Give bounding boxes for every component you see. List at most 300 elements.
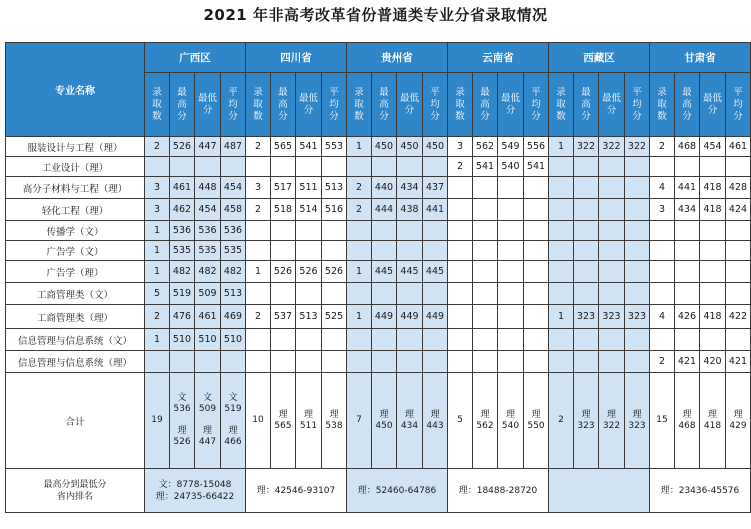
score-cell [524, 261, 549, 283]
score-cell [372, 157, 397, 177]
score-cell [574, 221, 599, 241]
score-cell [675, 329, 700, 351]
score-cell [448, 177, 473, 199]
score-cell [650, 329, 675, 351]
score-cell: 513 [322, 177, 347, 199]
score-cell [625, 351, 650, 373]
score-cell [296, 329, 322, 351]
total-cell: 理 443 [423, 373, 448, 469]
major-name-cell: 工业设计（理） [6, 157, 145, 177]
province-header: 贵州省 [347, 43, 448, 73]
major-name-cell: 信息管理与信息系统（理） [6, 351, 145, 373]
score-cell [347, 241, 372, 261]
score-cell [296, 283, 322, 305]
score-cell [397, 241, 423, 261]
score-cell [524, 241, 549, 261]
score-cell [549, 157, 574, 177]
score-cell [397, 329, 423, 351]
sub-header-cell: 平均分 [524, 73, 549, 137]
total-cell: 2 [549, 373, 574, 469]
score-cell [549, 351, 574, 373]
score-cell: 2 [347, 199, 372, 221]
score-cell: 535 [195, 241, 221, 261]
score-cell: 421 [726, 351, 751, 373]
score-cell: 323 [625, 305, 650, 329]
score-cell: 449 [397, 305, 423, 329]
total-cell: 理 450 [372, 373, 397, 469]
score-cell [448, 305, 473, 329]
score-cell: 4 [650, 177, 675, 199]
score-cell [448, 283, 473, 305]
page-title: 2021 年非高考改革省份普通类专业分省录取情况 [203, 6, 548, 24]
score-cell: 536 [170, 221, 195, 241]
province-header: 甘肃省 [650, 43, 751, 73]
score-cell [599, 221, 625, 241]
score-cell: 447 [195, 137, 221, 157]
score-cell: 449 [423, 305, 448, 329]
sub-header-cell: 最低分 [397, 73, 423, 137]
total-cell: 10 [246, 373, 271, 469]
major-name-cell: 广告学（文） [6, 241, 145, 261]
major-name-cell: 工商管理类（文） [6, 283, 145, 305]
score-cell: 462 [170, 199, 195, 221]
score-cell: 541 [296, 137, 322, 157]
total-cell: 5 [448, 373, 473, 469]
sub-header-cell: 最高分 [372, 73, 397, 137]
score-cell: 418 [700, 199, 726, 221]
score-cell [296, 221, 322, 241]
score-cell [271, 241, 296, 261]
score-cell [347, 157, 372, 177]
score-cell: 536 [221, 221, 246, 241]
score-cell: 422 [726, 305, 751, 329]
score-cell: 526 [170, 137, 195, 157]
score-cell: 513 [296, 305, 322, 329]
score-cell: 445 [423, 261, 448, 283]
score-cell [246, 283, 271, 305]
score-cell [322, 221, 347, 241]
sub-header-cell: 最高分 [473, 73, 498, 137]
score-cell: 468 [675, 137, 700, 157]
score-cell [625, 329, 650, 351]
score-cell: 513 [221, 283, 246, 305]
score-cell: 461 [170, 177, 195, 199]
score-cell [574, 329, 599, 351]
table-row [6, 329, 751, 351]
score-cell [271, 329, 296, 351]
sub-header-cell: 最高分 [271, 73, 296, 137]
ranking-cell: 理：52460-64786 [347, 469, 448, 513]
score-cell: 2 [448, 157, 473, 177]
score-cell [423, 283, 448, 305]
score-cell [397, 157, 423, 177]
table-row [6, 283, 751, 305]
score-cell: 450 [397, 137, 423, 157]
score-cell [650, 241, 675, 261]
total-cell: 7 [347, 373, 372, 469]
score-cell: 2 [246, 305, 271, 329]
score-cell [246, 157, 271, 177]
score-cell [549, 199, 574, 221]
score-cell [473, 261, 498, 283]
score-cell [599, 177, 625, 199]
score-cell [221, 157, 246, 177]
sub-header-cell: 最高分 [574, 73, 599, 137]
province-header: 四川省 [246, 43, 347, 73]
score-cell: 562 [473, 137, 498, 157]
total-cell: 理 550 [524, 373, 549, 469]
score-cell [524, 199, 549, 221]
sub-header-cell: 平均分 [625, 73, 650, 137]
score-cell: 1 [549, 137, 574, 157]
score-cell [675, 221, 700, 241]
score-cell [170, 351, 195, 373]
score-cell [498, 199, 524, 221]
sub-header-cell: 最低分 [195, 73, 221, 137]
score-cell: 2 [145, 137, 170, 157]
score-cell [726, 221, 751, 241]
score-cell [372, 283, 397, 305]
score-cell [322, 329, 347, 351]
ranking-cell: 理：23436-45576 [650, 469, 751, 513]
score-cell: 556 [524, 137, 549, 157]
total-cell: 理 418 [700, 373, 726, 469]
ranking-cell: 理：18488-28720 [448, 469, 549, 513]
score-cell: 482 [170, 261, 195, 283]
score-cell [599, 261, 625, 283]
table-row [6, 305, 751, 329]
score-cell [423, 157, 448, 177]
major-name-cell: 服装设计与工程（理） [6, 137, 145, 157]
score-cell [675, 261, 700, 283]
table-row [6, 137, 751, 157]
table-row [6, 261, 751, 283]
score-cell [296, 351, 322, 373]
score-cell [347, 351, 372, 373]
score-cell: 565 [271, 137, 296, 157]
score-cell [700, 261, 726, 283]
score-cell [246, 221, 271, 241]
score-cell [473, 221, 498, 241]
major-name-cell: 广告学（理） [6, 261, 145, 283]
table-row [6, 221, 751, 241]
table-row [6, 351, 751, 373]
score-cell: 418 [700, 177, 726, 199]
score-cell [700, 157, 726, 177]
score-cell [397, 351, 423, 373]
score-cell: 526 [296, 261, 322, 283]
total-cell: 文 519 理 466 [221, 373, 246, 469]
score-cell [347, 329, 372, 351]
score-cell [625, 157, 650, 177]
ranking-cell [549, 469, 650, 513]
score-cell [246, 241, 271, 261]
ranking-cell: 理：42546-93107 [246, 469, 347, 513]
score-cell [473, 177, 498, 199]
score-cell: 322 [625, 137, 650, 157]
score-cell [423, 329, 448, 351]
total-cell: 理 565 [271, 373, 296, 469]
score-cell [498, 261, 524, 283]
score-cell: 437 [423, 177, 448, 199]
province-header-row [6, 43, 751, 73]
sub-header-cell: 平均分 [221, 73, 246, 137]
score-cell: 323 [599, 305, 625, 329]
score-cell [145, 157, 170, 177]
score-cell: 510 [195, 329, 221, 351]
ranking-cell: 文：8778-15048 理：24735-66422 [145, 469, 246, 513]
score-cell [170, 157, 195, 177]
score-cell [498, 305, 524, 329]
sub-header-cell: 最低分 [296, 73, 322, 137]
score-cell: 424 [726, 199, 751, 221]
score-cell: 3 [145, 199, 170, 221]
score-cell [574, 199, 599, 221]
score-cell [397, 283, 423, 305]
score-cell: 434 [675, 199, 700, 221]
score-cell: 469 [221, 305, 246, 329]
total-cell: 理 562 [473, 373, 498, 469]
score-cell [599, 157, 625, 177]
score-cell [448, 241, 473, 261]
score-cell [625, 283, 650, 305]
score-cell [700, 221, 726, 241]
score-cell [498, 241, 524, 261]
score-cell: 322 [599, 137, 625, 157]
sub-header-cell: 录取数 [448, 73, 473, 137]
score-cell [549, 283, 574, 305]
score-cell [700, 283, 726, 305]
score-cell [549, 329, 574, 351]
score-cell [271, 157, 296, 177]
score-cell: 2 [246, 199, 271, 221]
score-cell [423, 241, 448, 261]
score-cell [423, 221, 448, 241]
score-cell: 519 [170, 283, 195, 305]
score-cell: 420 [700, 351, 726, 373]
score-cell: 517 [271, 177, 296, 199]
score-cell: 3 [246, 177, 271, 199]
score-cell [498, 351, 524, 373]
score-cell: 482 [221, 261, 246, 283]
score-cell: 510 [221, 329, 246, 351]
score-cell: 487 [221, 137, 246, 157]
ranking-label: 最高分到最低分 省内排名 [6, 469, 145, 513]
total-cell: 理 540 [498, 373, 524, 469]
score-cell: 5 [145, 283, 170, 305]
score-cell [347, 221, 372, 241]
ranking-row [6, 469, 751, 513]
score-cell [524, 177, 549, 199]
admission-table [5, 42, 751, 513]
score-cell [473, 329, 498, 351]
score-cell: 2 [246, 137, 271, 157]
score-cell [372, 241, 397, 261]
score-cell [448, 221, 473, 241]
score-cell [574, 261, 599, 283]
score-cell: 1 [347, 137, 372, 157]
score-cell: 1 [549, 305, 574, 329]
score-cell [423, 351, 448, 373]
total-cell: 理 468 [675, 373, 700, 469]
score-cell [397, 221, 423, 241]
major-name-cell: 轻化工程（理） [6, 199, 145, 221]
score-cell: 3 [448, 137, 473, 157]
score-cell: 441 [423, 199, 448, 221]
score-cell [650, 261, 675, 283]
score-cell: 511 [296, 177, 322, 199]
score-cell [498, 329, 524, 351]
score-cell: 535 [170, 241, 195, 261]
total-cell: 15 [650, 373, 675, 469]
score-cell [473, 283, 498, 305]
score-cell: 3 [650, 199, 675, 221]
score-cell: 526 [271, 261, 296, 283]
score-cell [221, 351, 246, 373]
sub-header-cell: 录取数 [145, 73, 170, 137]
score-cell [524, 283, 549, 305]
score-cell: 510 [170, 329, 195, 351]
score-cell: 449 [372, 305, 397, 329]
total-cell: 文 509 理 447 [195, 373, 221, 469]
score-cell: 553 [322, 137, 347, 157]
total-cell: 理 323 [625, 373, 650, 469]
score-cell [549, 261, 574, 283]
score-cell [549, 241, 574, 261]
score-cell: 537 [271, 305, 296, 329]
score-cell [675, 283, 700, 305]
score-cell: 509 [195, 283, 221, 305]
table-body [6, 137, 751, 513]
major-name-cell: 信息管理与信息系统（文） [6, 329, 145, 351]
score-cell [246, 329, 271, 351]
score-cell [574, 283, 599, 305]
score-cell [549, 221, 574, 241]
score-cell [473, 199, 498, 221]
score-cell [599, 329, 625, 351]
score-cell: 444 [372, 199, 397, 221]
major-name-cell: 工商管理类（理） [6, 305, 145, 329]
score-cell [473, 241, 498, 261]
score-cell: 518 [271, 199, 296, 221]
score-cell [726, 157, 751, 177]
score-cell: 445 [397, 261, 423, 283]
score-cell [625, 221, 650, 241]
score-cell: 2 [347, 177, 372, 199]
total-cell: 理 538 [322, 373, 347, 469]
total-row [6, 373, 751, 469]
score-cell [650, 221, 675, 241]
score-cell [498, 221, 524, 241]
score-cell [322, 241, 347, 261]
province-header: 广西区 [145, 43, 246, 73]
score-cell: 445 [372, 261, 397, 283]
score-cell: 1 [145, 329, 170, 351]
score-cell [296, 241, 322, 261]
score-cell [726, 261, 751, 283]
score-cell: 434 [397, 177, 423, 199]
total-cell: 理 434 [397, 373, 423, 469]
score-cell: 526 [322, 261, 347, 283]
score-cell [549, 177, 574, 199]
total-cell: 理 429 [726, 373, 751, 469]
score-cell: 461 [195, 305, 221, 329]
score-cell: 541 [524, 157, 549, 177]
sub-header-cell: 平均分 [322, 73, 347, 137]
total-cell: 理 511 [296, 373, 322, 469]
score-cell [524, 329, 549, 351]
score-cell: 2 [145, 305, 170, 329]
score-cell [498, 177, 524, 199]
score-cell [448, 329, 473, 351]
score-cell [448, 351, 473, 373]
sub-header-cell: 平均分 [726, 73, 751, 137]
score-cell: 450 [423, 137, 448, 157]
sub-header-cell: 最低分 [599, 73, 625, 137]
score-cell: 454 [221, 177, 246, 199]
score-cell: 438 [397, 199, 423, 221]
score-cell: 482 [195, 261, 221, 283]
score-cell [524, 351, 549, 373]
score-cell: 428 [726, 177, 751, 199]
score-cell [726, 241, 751, 261]
score-cell [700, 329, 726, 351]
score-cell [524, 305, 549, 329]
sub-header-cell: 最高分 [170, 73, 195, 137]
total-cell: 19 [145, 373, 170, 469]
total-label: 合计 [6, 373, 145, 469]
score-cell: 514 [296, 199, 322, 221]
score-cell: 2 [650, 137, 675, 157]
score-cell: 516 [322, 199, 347, 221]
score-cell [448, 199, 473, 221]
score-cell [574, 177, 599, 199]
score-cell: 549 [498, 137, 524, 157]
score-cell: 1 [246, 261, 271, 283]
score-cell: 1 [145, 241, 170, 261]
score-cell [372, 351, 397, 373]
score-cell: 540 [498, 157, 524, 177]
score-cell [271, 351, 296, 373]
score-cell: 4 [650, 305, 675, 329]
score-cell [473, 305, 498, 329]
score-cell [271, 221, 296, 241]
sub-header-cell: 录取数 [246, 73, 271, 137]
score-cell [372, 329, 397, 351]
sub-header-cell: 最低分 [700, 73, 726, 137]
score-cell [322, 351, 347, 373]
score-cell [524, 221, 549, 241]
sub-header-cell: 录取数 [650, 73, 675, 137]
score-cell: 2 [650, 351, 675, 373]
table-row [6, 177, 751, 199]
major-name-cell: 传播学（文） [6, 221, 145, 241]
score-cell: 323 [574, 305, 599, 329]
total-cell: 理 322 [599, 373, 625, 469]
score-cell [195, 351, 221, 373]
score-cell [322, 157, 347, 177]
score-cell: 1 [347, 305, 372, 329]
score-cell: 1 [145, 261, 170, 283]
total-cell: 文 536 理 526 [170, 373, 195, 469]
score-cell [675, 241, 700, 261]
score-cell [296, 157, 322, 177]
major-name-cell: 高分子材料与工程（理） [6, 177, 145, 199]
score-cell: 454 [195, 199, 221, 221]
score-cell: 1 [347, 261, 372, 283]
score-cell [625, 177, 650, 199]
score-cell: 535 [221, 241, 246, 261]
